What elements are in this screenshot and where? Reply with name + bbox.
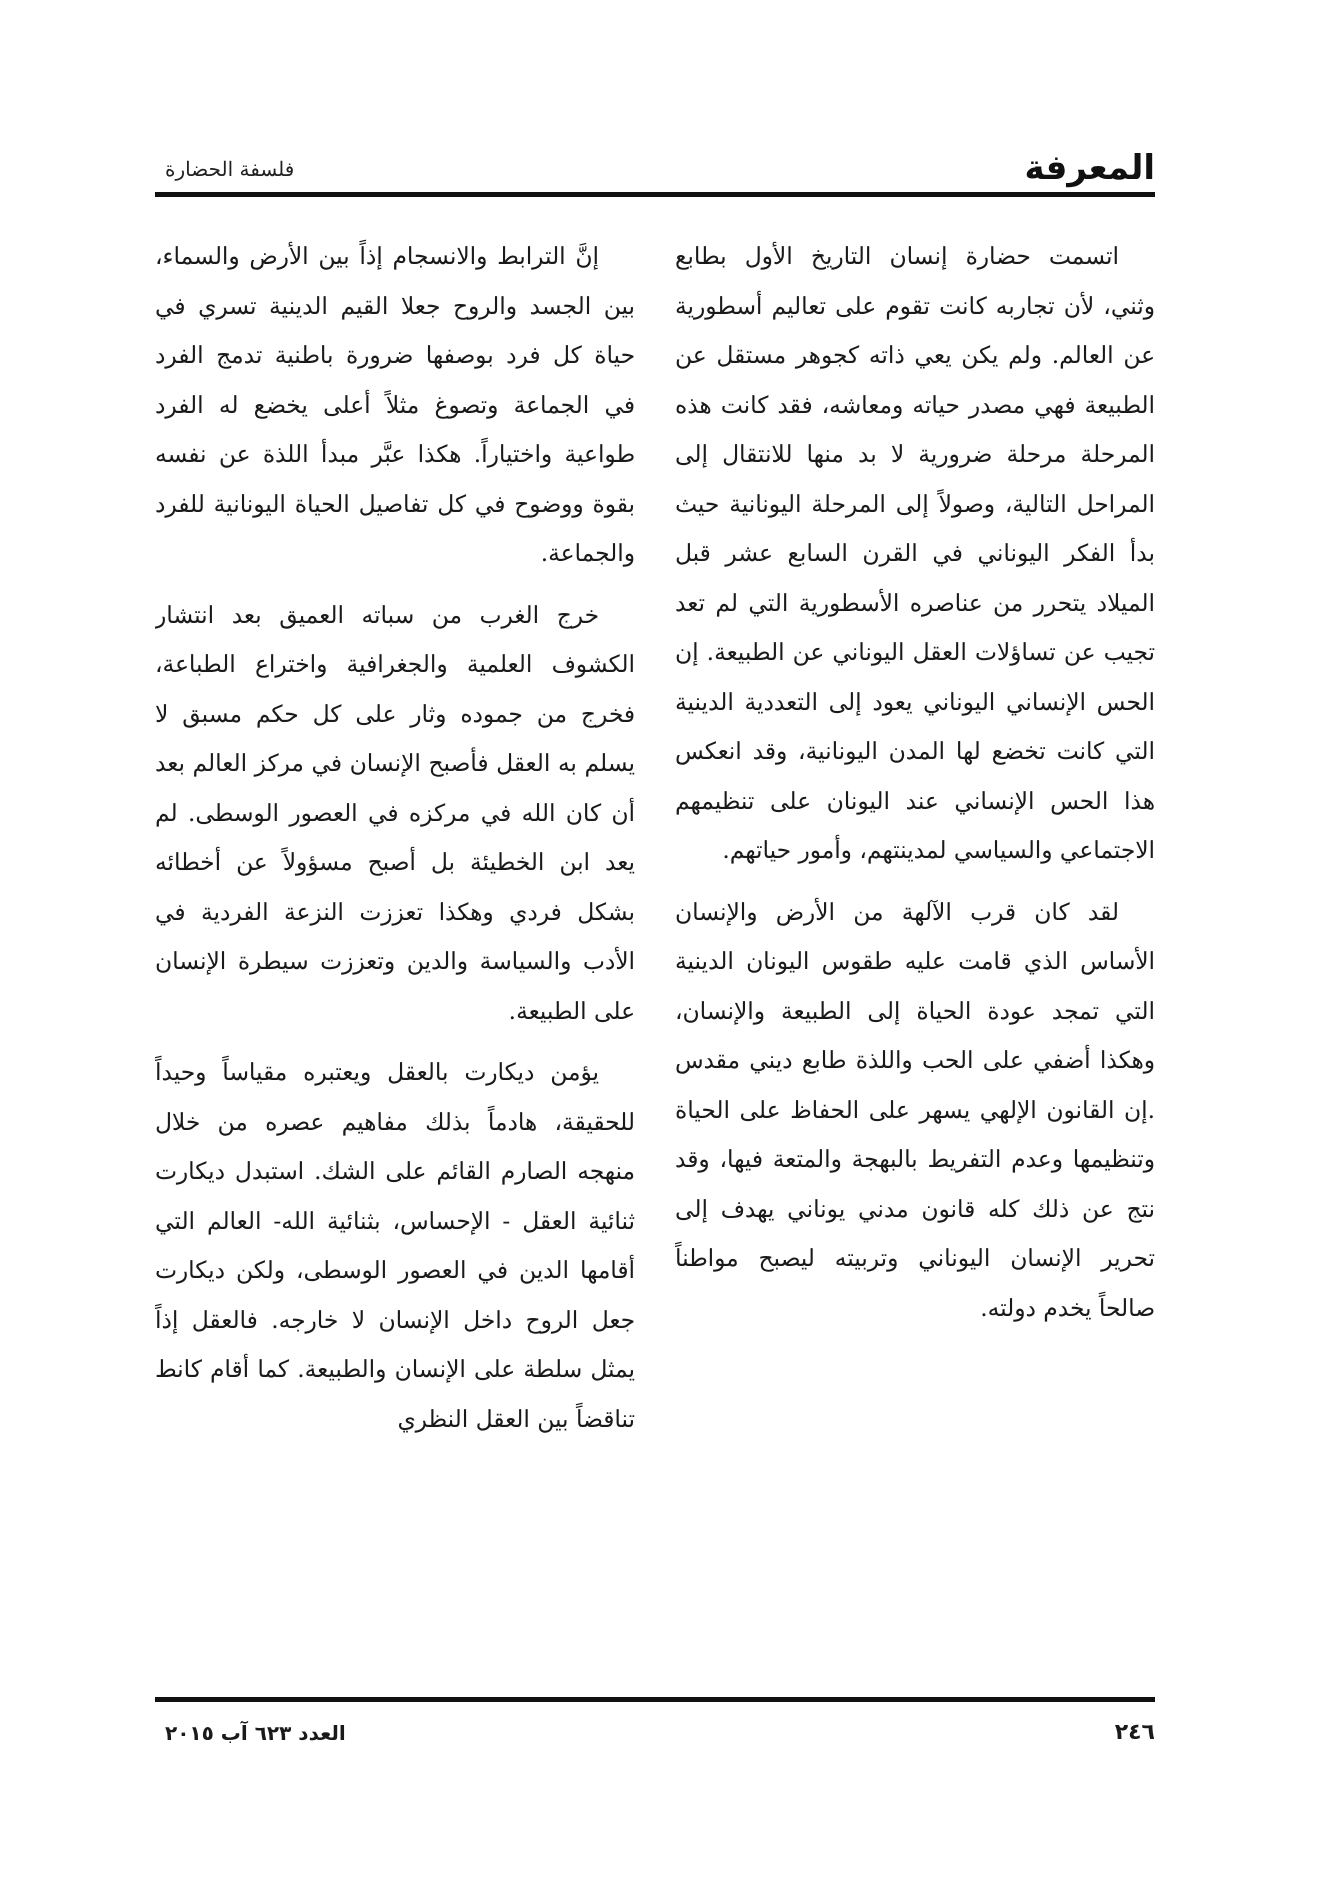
magazine-logo: المعرفة bbox=[1024, 148, 1155, 188]
paragraph: يؤمن ديكارت بالعقل ويعتبره مقياساً وحيداً للحقيقة، هادماً بذلك مفاهيم عصره من خلال منهجه الصارم القائم على الشك. استبدل ديكارت ثنائية العقل - الإحساس، بثنائية الله- العالم التي أقامها الدين في العصور الوسطى، ولكن ديكارت جعل الروح داخل الإنسان لا خارجه. فالعقل إذاً يمثل سلطة على الإنسان والطبيعة. كما أقام كانط تناقضاً بين العقل النظري bbox=[155, 1059, 635, 1433]
paragraph: خرج الغرب من سباته العميق بعد انتشار الكشوف العلمية والجغرافية واختراع الطباعة، فخرج من جموده وثار على كل حكم مسبق لا يسلم به العقل فأصبح الإنسان في مركز العالم بعد أن كان الله في مركزه في العصور الوسطى. لم يعد ابن الخطيئة بل أصبح مسؤولاً عن أخطائه بشكل فردي وهكذا تعززت النزعة الفردية في الأدب والسياسة والدين وتعززت سيطرة الإنسان على الطبيعة. bbox=[155, 601, 635, 1025]
running-title: فلسفة الحضارة bbox=[165, 157, 295, 181]
paragraph: إنَّ الترابط والانسجام إذاً بين الأرض والسماء، بين الجسد والروح جعلا القيم الدينية تسري في حياة كل فرد بوصفها ضرورة باطنية تدمج الفرد في الجماعة وتصوغ مثلاً أعلى يخضع له الفرد طواعية واختياراً. هكذا عبَّر مبدأ اللذة عن نفسه بقوة ووضوح في كل تفاصيل الحياة اليونانية للفرد والجماعة. bbox=[155, 243, 635, 567]
article-column-left bbox=[155, 232, 635, 1672]
article-column-right bbox=[675, 232, 1155, 1672]
paragraph: اتسمت حضارة إنسان التاريخ الأول بطابع وثني، لأن تجاربه كانت تقوم على تعاليم أسطورية عن العالم. ولم يكن يعي ذاته كجوهر مستقل عن الطبيعة فهي مصدر حياته ومعاشه، فقد كانت هذه المرحلة مرحلة ضرورية لا بد منها للانتقال إلى المراحل التالية، وصولاً إلى المرحلة اليونانية حيث بدأ الفكر اليوناني في القرن السابع عشر قبل الميلاد يتحرر من عناصره الأسطورية التي لم تعد تجيب عن تساؤلات العقل اليوناني عن الطبيعة. إن الحس الإنساني اليوناني يعود إلى التعددية الدينية التي كانت تخضع لها المدن اليونانية، وقد انعكس هذا الحس الإنساني عند اليونان على تنظيمهم الاجتماعي والسياسي لمدينتهم، وأمور حياتهم. bbox=[675, 243, 1155, 864]
header-rule bbox=[155, 192, 1155, 197]
page-number: ٢٤٦ bbox=[1114, 1720, 1155, 1745]
paragraph: لقد كان قرب الآلهة من الأرض والإنسان الأساس الذي قامت عليه طقوس اليونان الدينية التي تمجد عودة الحياة إلى الطبيعة والإنسان، وهكذا أضفي على الحب واللذة طابع ديني مقدس .إن القانون الإلهي يسهر على الحفاظ على الحياة وتنظيمها وعدم التفريط بالبهجة والمتعة فيها، وقد نتج عن ذلك كله قانون مدني يوناني يهدف إلى تحرير الإنسان اليوناني وتربيته ليصبح مواطناً صالحاً يخدم دولته. bbox=[675, 898, 1155, 1322]
footer-rule bbox=[155, 1697, 1155, 1702]
page-header bbox=[155, 148, 1155, 188]
issue-info: العدد ٦٢٣ آب ٢٠١٥ bbox=[165, 1721, 346, 1745]
page-footer bbox=[155, 1718, 1155, 1754]
